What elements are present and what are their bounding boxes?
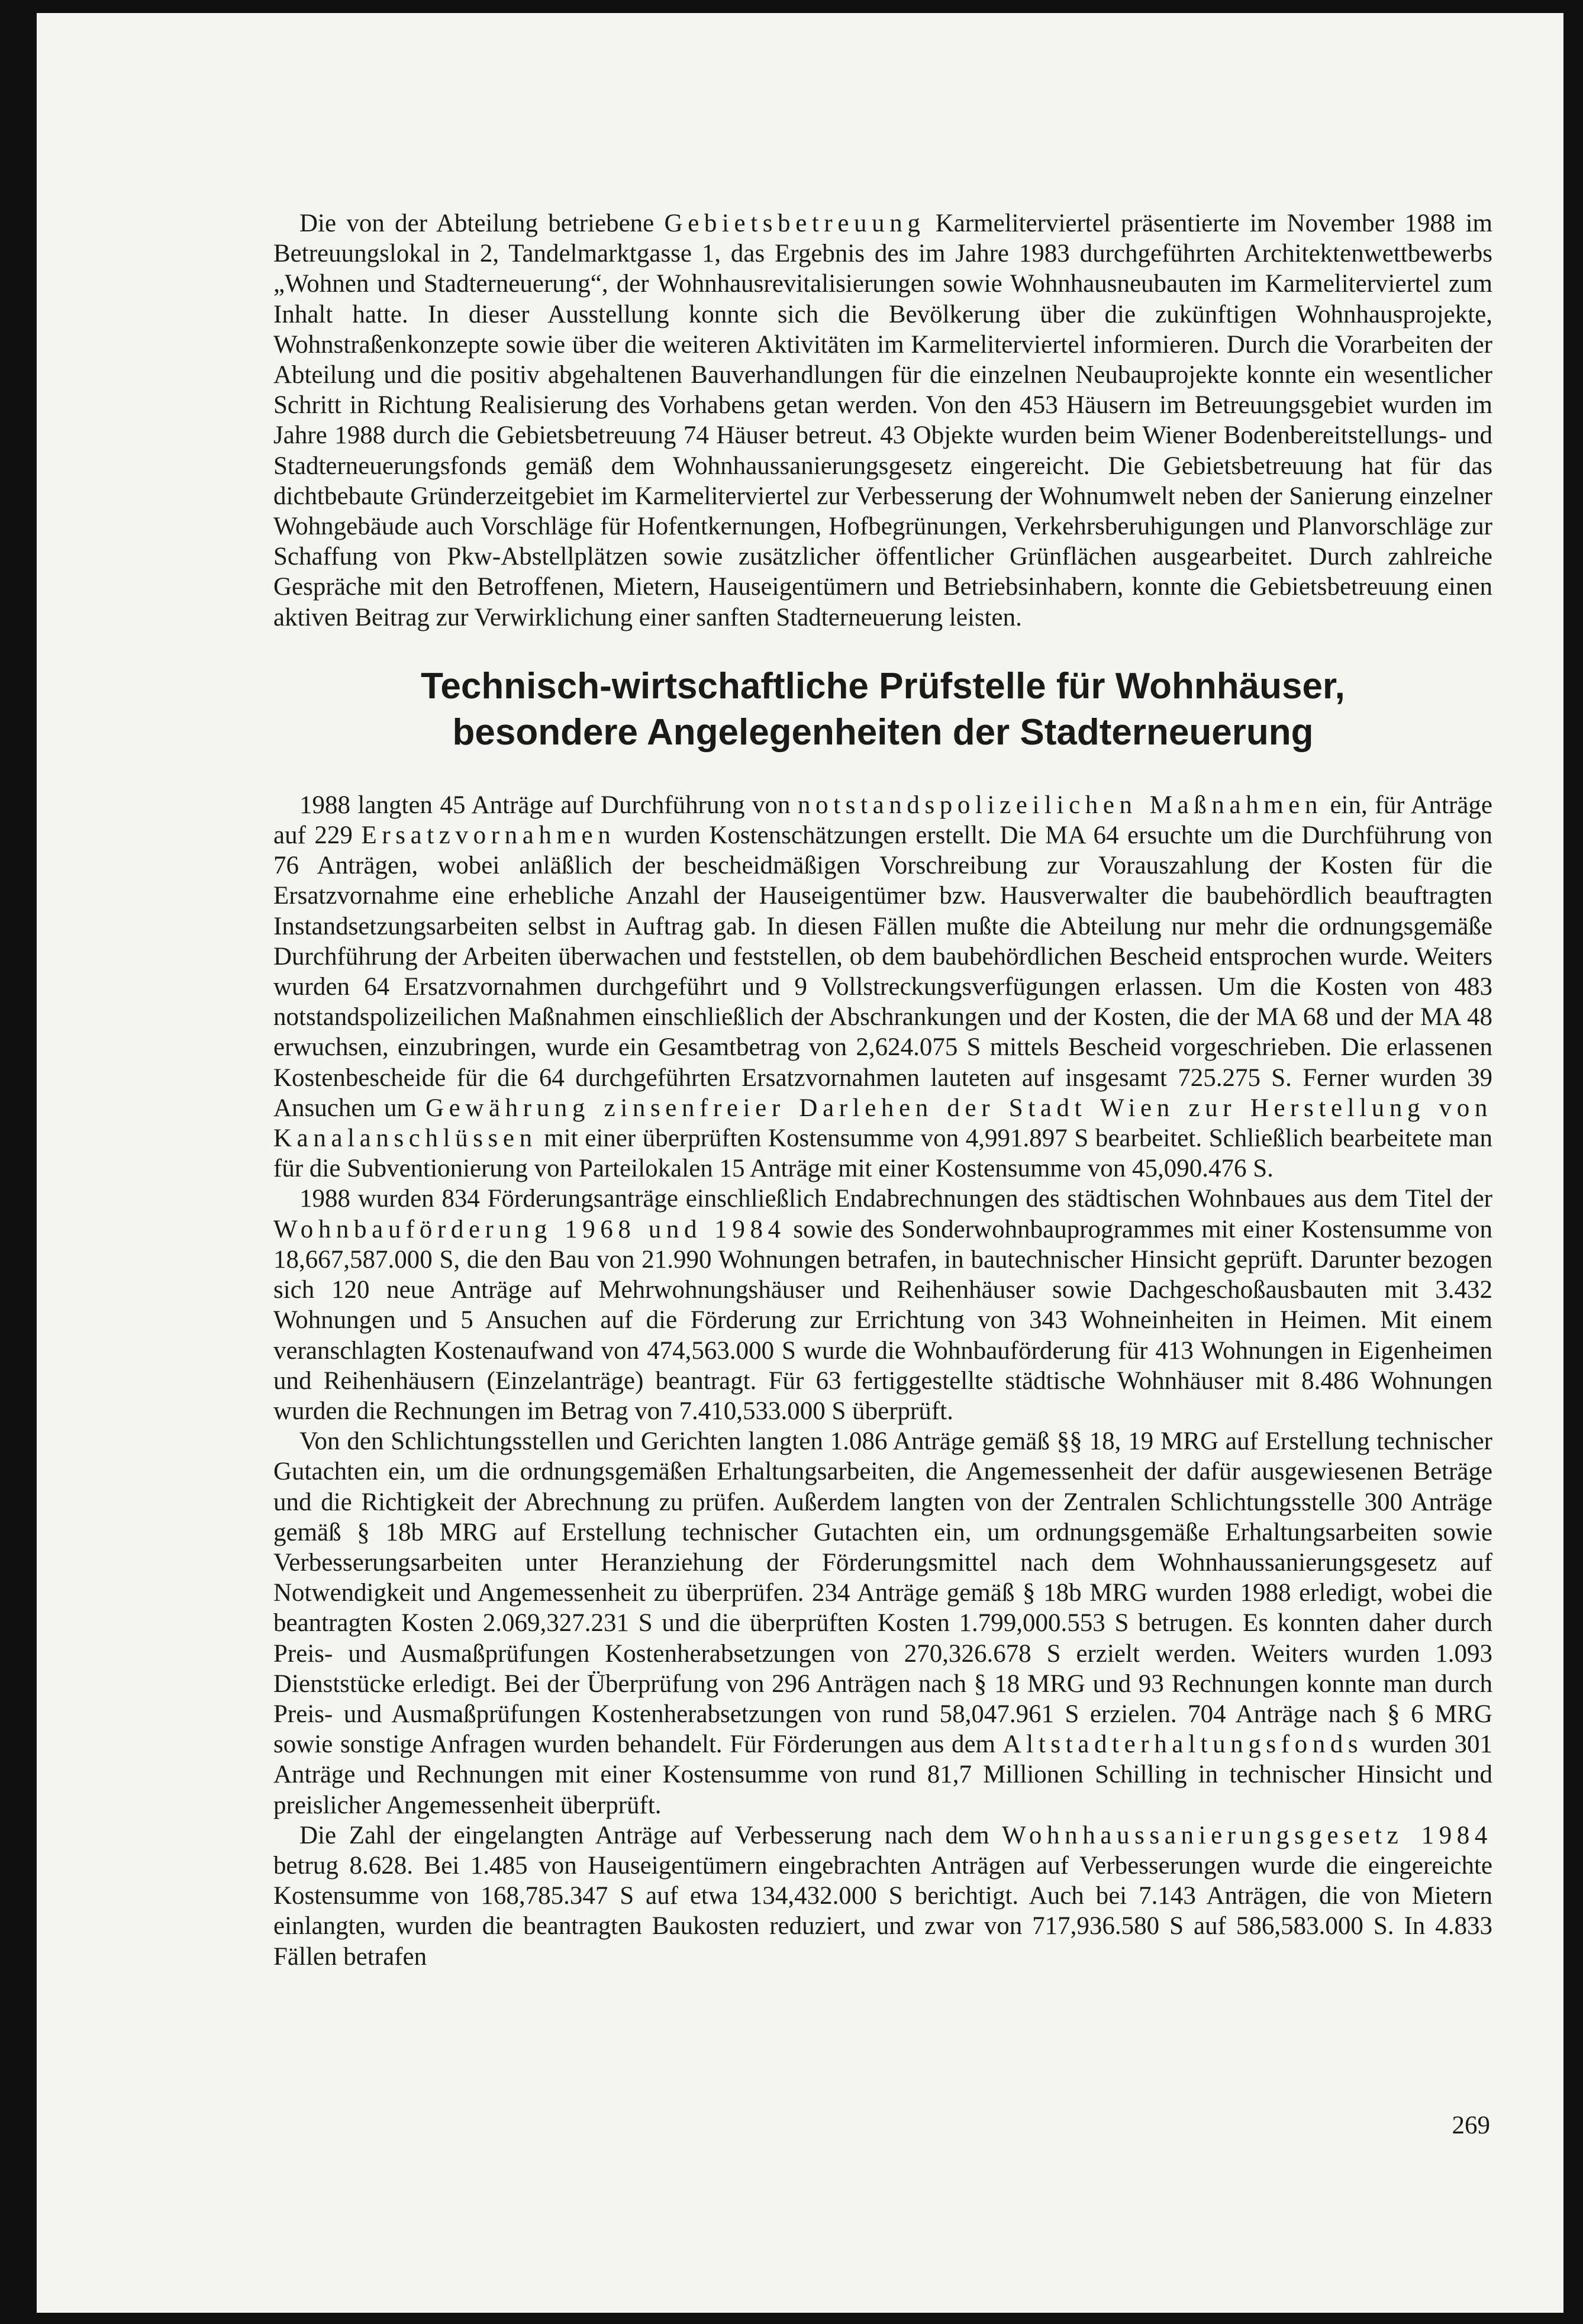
document-page (37, 13, 1563, 2313)
section-heading (273, 663, 1492, 756)
text-run: wurden 301 Anträge und Rechnungen mit einer Kostensumme von rund 81,7 Millionen Schilling in technischer Hinsicht und preislicher Angemessenheit überprüft. (273, 1730, 1492, 1819)
emphasized-term: Wohnbauförderung 1968 und 1984 (273, 1215, 786, 1243)
section-heading-line-2: besondere Angelegenheiten der Stadterneuerung (452, 711, 1314, 753)
emphasized-term: Ersatzvornahmen (361, 821, 616, 850)
text-run: Die von der Abteilung betriebene (299, 209, 665, 237)
emphasized-term: notstandspolizeilichen Maßnahmen (797, 791, 1323, 819)
text-run: Von den Schlichtungsstellen und Gerichten langten 1.086 Anträge gemäß §§ 18, 19 MRG auf Erstellung technischer Gutachten ein, um die ordnungsgemäßen Erhaltungsarbeiten, die Angemessenheit der dafür ausgewiesenen Beträge und die Richtigkeit der Abrechnung zu prüfen. Außerdem langten von der Zentralen Schlichtungsstelle 300 Anträge gemäß § 18b MRG auf Erstellung technischer Gutachten ein, um ordnungsgemäße Erhaltungsarbeiten sowie Verbesserungsarbeiten unter Heranziehung der Förderungsmittel nach dem Wohnhaussanierungsgesetz auf Notwendigkeit und Angemessenheit zu überprüfen. 234 Anträge gemäß § 18b MRG wurden 1988 erledigt, wobei die beantragten Kosten 2.069,327.231 S und die überprüften Kosten 1.799,000.553 S betrugen. Es konnten daher durch Preis- und Ausmaßprüfungen Kostenherabsetzungen von 270,326.678 S erzielt werden. Weiters wurden 1.093 Dienststücke erledigt. Bei der Überprüfung von 296 Anträgen nach § 18 MRG und 93 Rechnungen konnte man durch Preis- und Ausmaßprüfungen Kostenherabsetzungen von rund 58,047.961 S erzielen. 704 Anträge nach § 6 MRG sowie sonstige Anfragen wurden behandelt. Für Förderungen aus dem (273, 1427, 1492, 1759)
page-number: 269 (1452, 2112, 1490, 2139)
text-run: 1988 wurden 834 Förderungsanträge einschließlich Endabrechnungen des städtischen Wohnbaues aus dem Titel der (299, 1185, 1492, 1213)
text-run: wurden Kostenschätzungen erstellt. Die MA 64 ersuchte um die Durchführung von 76 Anträgen, wobei anläßlich der bescheidmäßigen Vorschreibung zur Vorauszahlung der Kosten für die Ersatzvornahme eine erhebliche Anzahl der Hauseigentümer bzw. Hausverwalter die baubehördlich beauftragten Instandsetzungsarbeiten selbst in Auftrag gab. In diesen Fällen mußte die Abteilung nur mehr die ordnungsgemäße Durchführung der Arbeiten überwachen und feststellen, ob dem baubehördlichen Bescheid entsprochen wurde. Weiters wurden 64 Ersatzvornahmen durchgeführt und 9 Vollstreckungsverfügungen erlassen. Um die Kosten von 483 notstandspolizeilichen Maßnahmen einschließlich der Abschrankungen und der Kosten, die der MA 68 und der MA 48 erwuchsen, einzubringen, wurde ein Gesamtbetrag von 2,624.075 S mittels Bescheid vorgeschrieben. Die erlassenen Kostenbescheide für die 64 durchgeführten Ersatzvornahmen lauteten auf insgesamt 725.275 S. Ferner wurden 39 Ansuchen um (273, 821, 1492, 1122)
text-run: ein, für Anträge auf 229 (273, 791, 1492, 850)
emphasized-term: Wohnhaussanierungsgesetz 1984 (1002, 1821, 1492, 1849)
text-run: mit einer überprüften Kostensumme von 4,991.897 S bearbeitet. Schließlich bearbeitete man für die Subventionierung von Parteilokalen 15 Anträge mit einer Kostensumme von 45,090.476 S. (273, 1124, 1492, 1183)
text-run: Die Zahl der eingelangten Anträge auf Verbesserung nach dem (299, 1821, 1002, 1849)
emphasized-term: Altstadterhaltungsfonds (1002, 1730, 1363, 1759)
paragraph-gebietsbetreuung (273, 208, 1492, 633)
text-run: betrug 8.628. Bei 1.485 von Hauseigentümern eingebrachten Anträgen auf Verbesserungen wurde die eingereichte Kostensumme von 168,785.347 S auf etwa 134,432.000 S berichtigt. Auch bei 7.143 Anträgen, die von Mietern einlangten, wurden die beantragten Baukosten reduziert, und zwar von 717,936.580 S auf 586,583.000 S. In 4.833 Fällen betrafen (273, 1851, 1492, 1971)
section-heading-line-1: Technisch-wirtschaftliche Prüfstelle für Wohnhäuser, (421, 665, 1345, 707)
emphasized-term: Gewährung zinsenfreier Darlehen der Stadt Wien zur Herstellung von Kanalanschlüssen (273, 1094, 1493, 1153)
text-run: Karmeliterviertel präsentierte im November 1988 im Betreuungslokal in 2, Tandelmarktgasse 1, das Ergebnis des im Jahre 1983 durchgeführten Architektenwettbewerbs „Wohnen und Stadterneuerung“, der Wohnhausrevitalisierungen sowie Wohnhausneubauten im Karmeliterviertel zum Inhalt hatte. In dieser Ausstellung konnte sich die Bevölkerung über die zukünftigen Wohnhausprojekte, Wohnstraßenkonzepte sowie über die weiteren Aktivitäten im Karmeliterviertel informieren. Durch die Vorarbeiten der Abteilung und die positiv abgehaltenen Bauverhandlungen für die einzelnen Neubauprojekte konnte ein wesentlicher Schritt in Richtung Realisierung des Vorhabens getan werden. Von den 453 Häusern im Betreuungsgebiet wurden im Jahre 1988 durch die Gebietsbetreuung 74 Häuser betreut. 43 Objekte wurden beim Wiener Bodenbereitstellungs- und Stadterneuerungsfonds gemäß dem Wohnhaussanierungsgesetz eingereicht. Die Gebietsbetreuung hat für das dichtbebaute Gründerzeitgebiet im Karmeliterviertel zur Verbesserung der Wohnumwelt neben der Sanierung einzelner Wohngebäude auch Vorschläge für Hofentkernungen, Hofbegrünungen, Verkehrsberuhigungen und Planvorschläge zur Schaffung von Pkw-Abstellplätzen sowie zusätzlicher öffentlicher Grünflächen ausgearbeitet. Durch zahlreiche Gespräche mit den Betroffenen, Mietern, Hauseigentümern und Betriebsinhabern, konnte die Gebietsbetreuung einen aktiven Beitrag zur Verwirklichung einer sanften Stadterneuerung leisten. (273, 209, 1492, 631)
paragraph-wohnbaufoerderung (273, 1184, 1492, 1426)
paragraph-schlichtungsstellen (273, 1426, 1492, 1820)
paragraph-ersatzvornahmen (273, 790, 1492, 1184)
text-run: 1988 langten 45 Anträge auf Durchführung von (299, 791, 798, 819)
page-content (273, 208, 1492, 1972)
emphasized-term: Gebietsbetreuung (664, 209, 926, 237)
text-run: sowie des Sonderwohnbauprogrammes mit einer Kostensumme von 18,667,587.000 S, die den Bau von 21.990 Wohnungen betrafen, in bautechnischer Hinsicht geprüft. Darunter bezogen sich 120 neue Anträge auf Mehrwohnungshäuser und Reihenhäuser sowie Dachgeschoßausbauten mit 3.432 Wohnungen und 5 Ansuchen auf die Förderung zur Errichtung von 343 Wohneinheiten in Heimen. Mit einem veranschlagten Kostenaufwand von 474,563.000 S wurde die Wohnbauförderung für 413 Wohnungen in Eigenheimen und Reihenhäusern (Einzelanträge) beantragt. Für 63 fertiggestellte städtische Wohnhäuser mit 8.486 Wohnungen wurden die Rechnungen im Betrag von 7.410,533.000 S überprüft. (273, 1215, 1492, 1425)
paragraph-wohnhaussanierung (273, 1820, 1492, 1972)
